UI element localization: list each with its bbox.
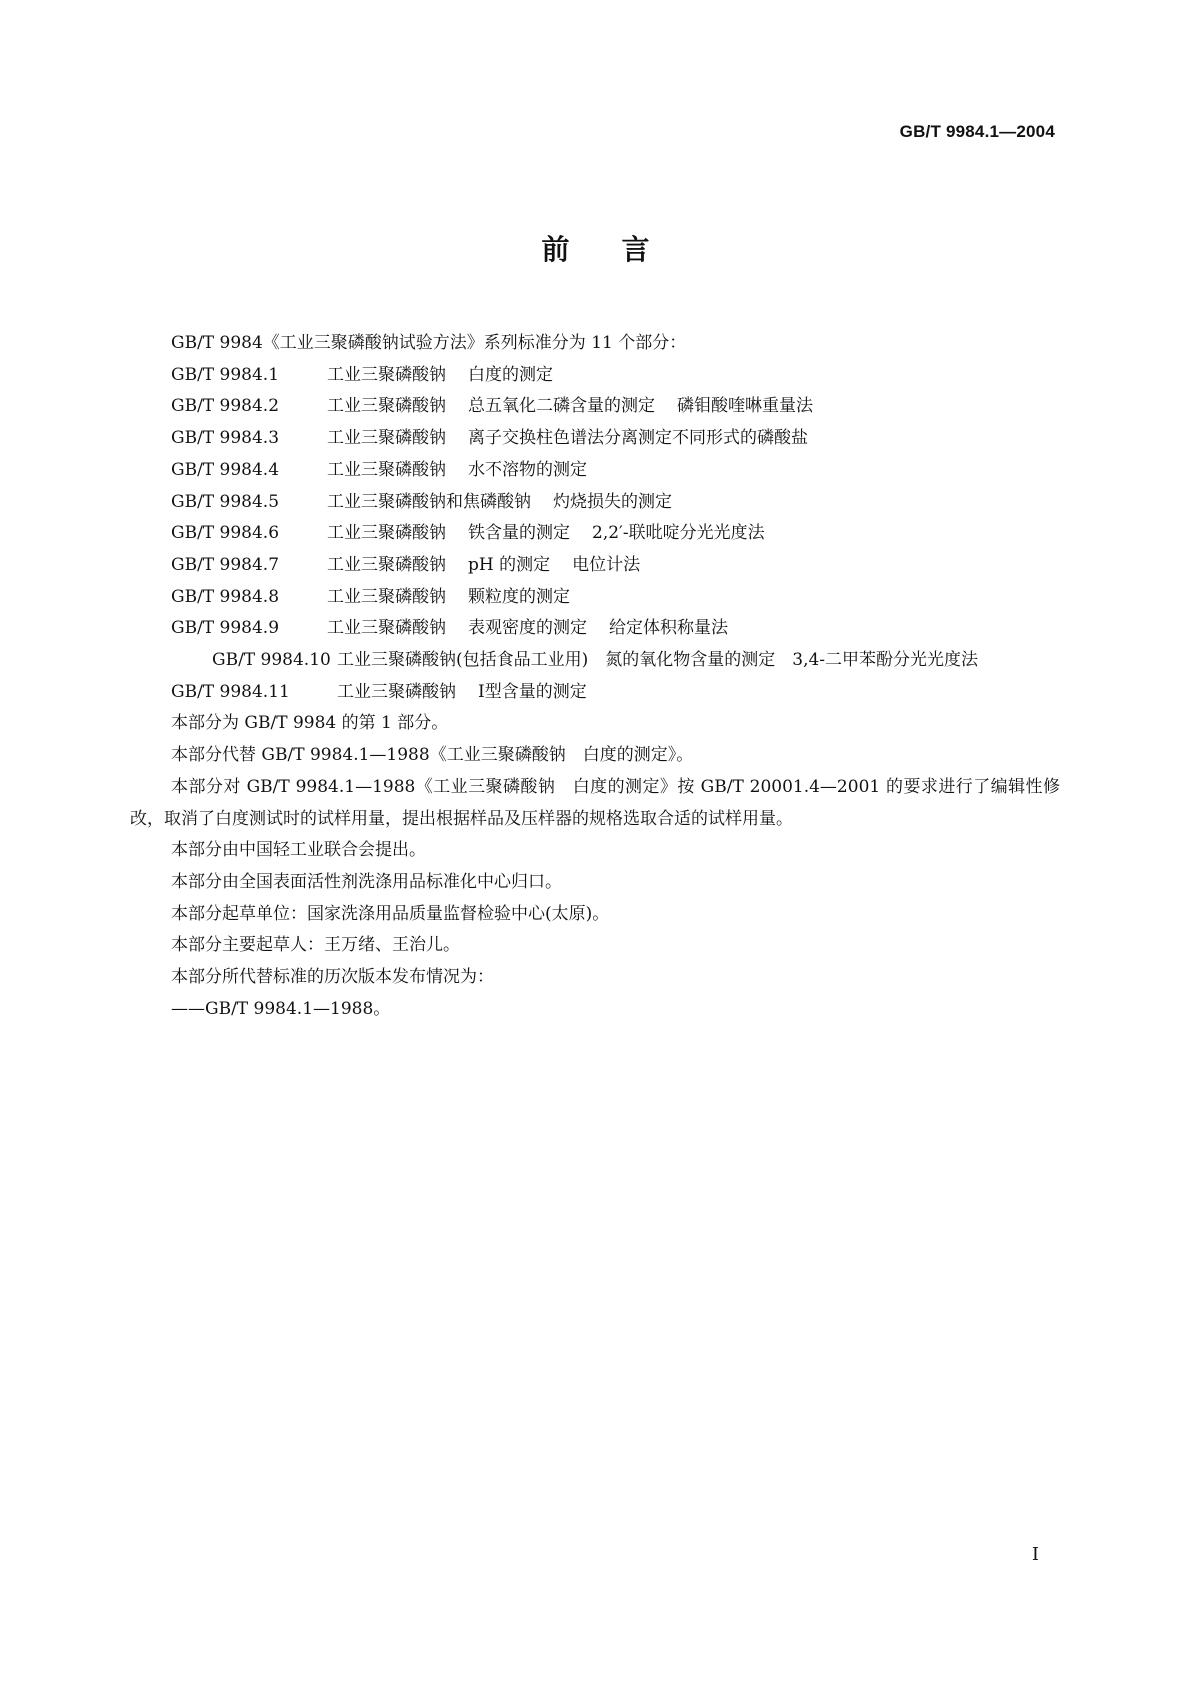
part-method: 表观密度的测定	[468, 618, 587, 639]
part-method: 白度的测定	[468, 364, 553, 385]
part-title: 工业三聚磷酸钠	[327, 396, 446, 417]
part-code: GB/T 9984.3	[171, 428, 280, 449]
page-number: I	[1031, 1544, 1039, 1565]
part-line-2	[130, 391, 1060, 423]
paragraph: 本部分主要起草人：王万绪、王治儿。	[171, 935, 460, 956]
part-line-9	[130, 613, 1060, 645]
part-line-3	[130, 423, 1060, 455]
part-title: 工业三聚磷酸钠	[337, 681, 456, 702]
part-method: 离子交换柱色谱法分离测定不同形式的磷酸盐	[468, 428, 808, 449]
part-code: GB/T 9984.6	[171, 523, 280, 544]
part-title: 工业三聚磷酸钠	[327, 459, 446, 480]
paragraph: 本部分为 GB/T 9984 的第 1 部分。	[171, 713, 449, 734]
part-method: pH 的测定	[468, 554, 551, 575]
part-line-4	[130, 455, 1060, 487]
part-method-detail: 电位计法	[572, 554, 641, 575]
paragraph: 本部分对 GB/T 9984.1—1988《工业三聚磷酸钠 白度的测定》按 GB/T 20001.4—2001 的要求进行了编辑性修改，取消了白度测试时的试样用量，提出根据样品及压样器的规格选取合适的试样用量。	[130, 776, 1060, 829]
part-code: GB/T 9984.7	[171, 554, 280, 575]
paragraph: 本部分由全国表面活性剂洗涤用品标准化中心归口。	[171, 871, 562, 892]
part-method: 灼烧损失的测定	[553, 491, 672, 512]
part-title: 工业三聚磷酸钠	[327, 364, 446, 385]
paragraph: ——GB/T 9984.1—1988。	[171, 998, 391, 1019]
part-code: GB/T 9984.10	[212, 650, 331, 671]
foreword-body	[130, 328, 1060, 1025]
page-title-left: 前	[541, 233, 570, 266]
part-title: 工业三聚磷酸钠(包括食品工业用) 氮的氧化物含量的测定 3,4-二甲苯酚分光光度法	[337, 650, 979, 671]
part-code: GB/T 9984.5	[171, 491, 280, 512]
part-method: 颗粒度的测定	[468, 586, 570, 607]
part-method-detail: 给定体积称量法	[609, 618, 728, 639]
page-title-right: 言	[621, 233, 650, 266]
part-line-1	[130, 360, 1060, 392]
part-line-10	[130, 645, 1060, 677]
part-method: 总五氧化二磷含量的测定	[468, 396, 655, 417]
part-title: 工业三聚磷酸钠	[327, 554, 446, 575]
page-title	[0, 228, 1191, 268]
intro-line: GB/T 9984《工业三聚磷酸钠试验方法》系列标准分为 11 个部分：	[171, 333, 687, 353]
part-method-detail: 2,2′-联吡啶分光光度法	[592, 523, 765, 544]
paragraph: 本部分所代替标准的历次版本发布情况为：	[171, 967, 494, 988]
part-title: 工业三聚磷酸钠	[327, 523, 446, 544]
part-title: 工业三聚磷酸钠和焦磷酸钠	[327, 491, 531, 512]
part-method-detail: 磷钼酸喹啉重量法	[677, 396, 813, 417]
part-line-11	[130, 677, 1060, 709]
paragraph: 本部分代替 GB/T 9984.1—1988《工业三聚磷酸钠 白度的测定》。	[171, 745, 694, 766]
part-title: 工业三聚磷酸钠	[327, 428, 446, 449]
part-code: GB/T 9984.11	[171, 681, 290, 702]
part-line-5	[130, 487, 1060, 519]
part-code: GB/T 9984.2	[171, 396, 280, 417]
part-code: GB/T 9984.1	[171, 364, 280, 385]
part-title: 工业三聚磷酸钠	[327, 586, 446, 607]
part-line-7	[130, 550, 1060, 582]
part-title: 工业三聚磷酸钠	[327, 618, 446, 639]
paragraph: 本部分由中国轻工业联合会提出。	[171, 840, 426, 861]
standard-code: GB/T 9984.1—2004	[899, 122, 1055, 141]
part-method: 水不溶物的测定	[468, 459, 587, 480]
part-code: GB/T 9984.4	[171, 459, 280, 480]
part-line-6	[130, 518, 1060, 550]
part-code: GB/T 9984.9	[171, 618, 280, 639]
paragraph: 本部分起草单位：国家洗涤用品质量监督检验中心(太原)。	[171, 903, 610, 924]
part-line-8	[130, 582, 1060, 614]
part-method: Ⅰ型含量的测定	[478, 681, 587, 702]
part-code: GB/T 9984.8	[171, 586, 280, 607]
part-method: 铁含量的测定	[468, 523, 570, 544]
